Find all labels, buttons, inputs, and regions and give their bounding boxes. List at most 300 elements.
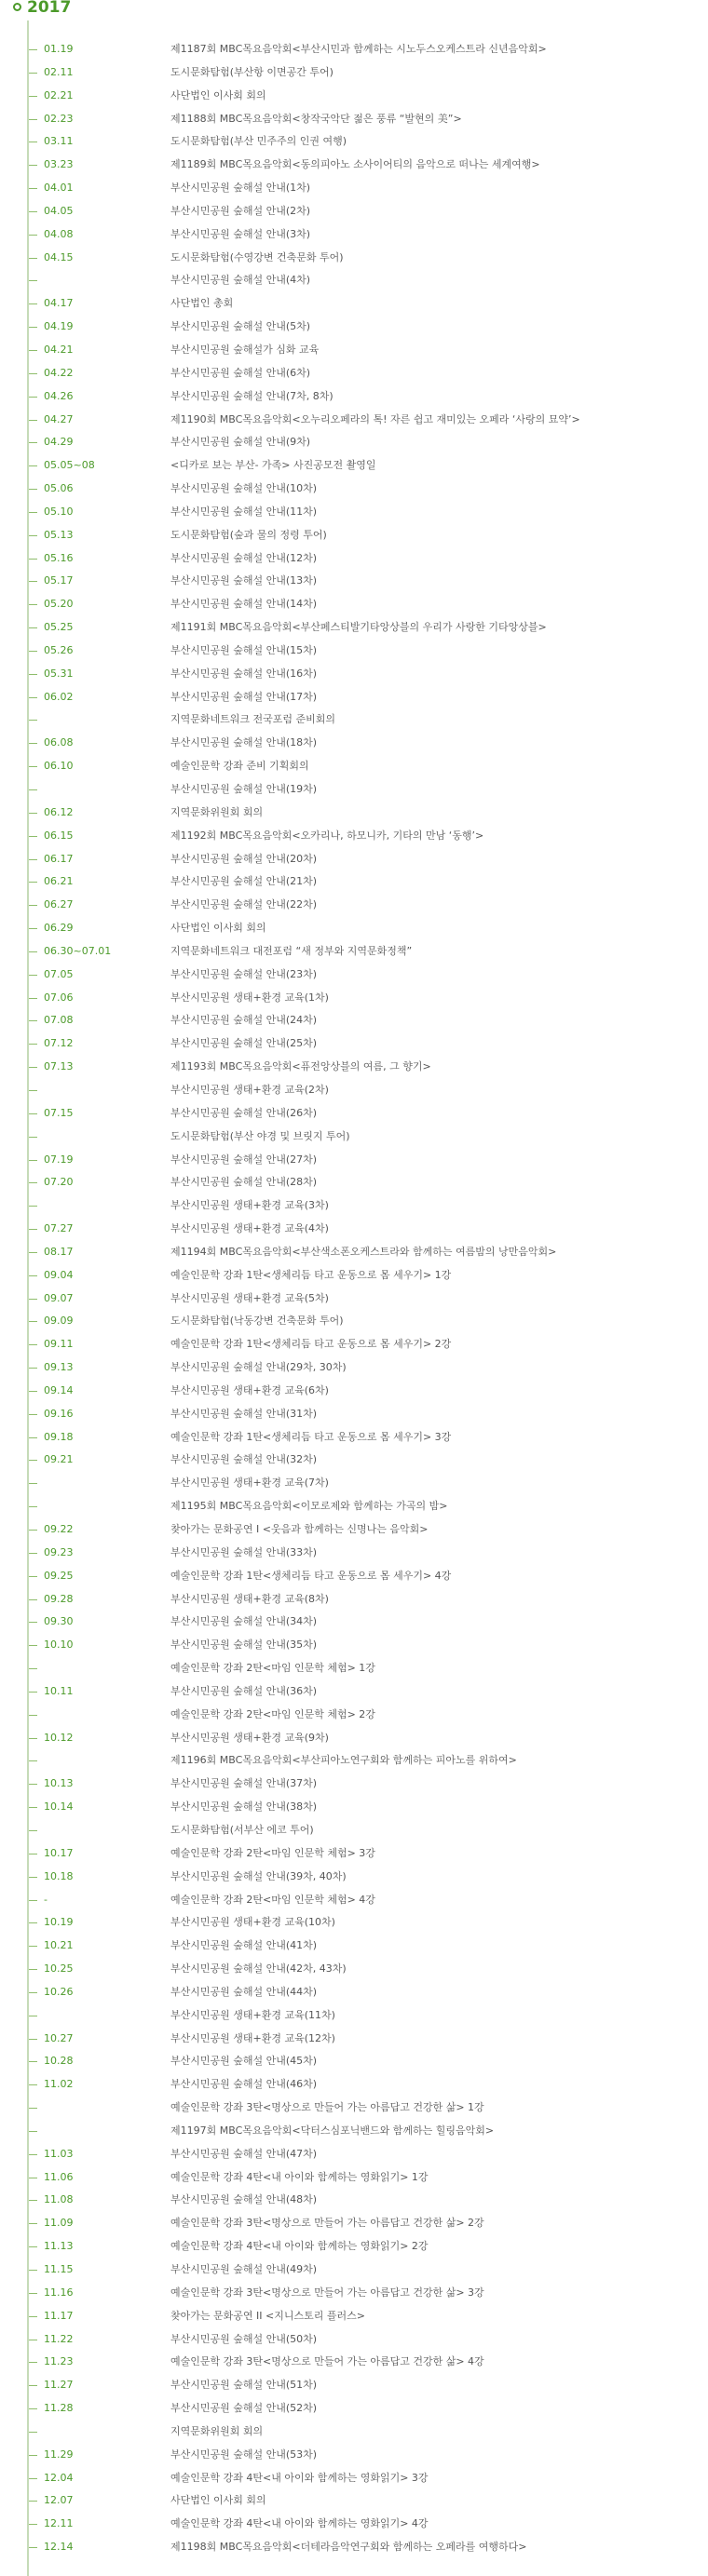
- event-description: 지역문화위원회 회의: [170, 2424, 264, 2437]
- event-description: 부산시민공원 숲해설 안내(5차): [170, 320, 311, 333]
- event-description: 부산시민공원 숲해설 안내(14차): [170, 598, 318, 611]
- timeline-tick: [29, 813, 37, 814]
- event-description: 도시문화탐험(서부산 에코 투어): [170, 1823, 314, 1836]
- event-description: 도시문화탐험(수영강변 건축문화 투어): [170, 250, 344, 263]
- list-item: [0, 917, 708, 940]
- list-item: [0, 339, 708, 362]
- timeline-tick: [29, 1900, 37, 1901]
- timeline-tick: [29, 442, 37, 443]
- list-item: [0, 1264, 708, 1288]
- event-description: 예술인문학 강좌 2탄<마임 인문학 체험> 1강: [170, 1662, 375, 1675]
- event-date: 07.20: [44, 1176, 74, 1189]
- list-item: [0, 708, 708, 732]
- event-description: 부산시민공원 숲해설 안내(34차): [170, 1615, 318, 1628]
- timeline-tick: [29, 2547, 37, 2548]
- list-item: [0, 1842, 708, 1866]
- list-item: [0, 1796, 708, 1819]
- event-date: 06.10: [44, 760, 74, 773]
- event-description: 부산시민공원 숲해설 안내(23차): [170, 967, 318, 980]
- event-description: 부산시민공원 생태+환경 교육(5차): [170, 1291, 329, 1304]
- event-description: 부산시민공원 숲해설 안내(38차): [170, 1801, 318, 1814]
- timeline-tick: [29, 998, 37, 999]
- timeline-tick: [29, 2501, 37, 2502]
- event-date: 11.22: [44, 2332, 74, 2345]
- timeline-tick: [29, 1229, 37, 1230]
- timeline-tick: [29, 1576, 37, 1577]
- timeline-tick: [29, 165, 37, 166]
- event-date: 11.13: [44, 2240, 74, 2253]
- event-description: 부산시민공원 숲해설 안내(9차): [170, 436, 311, 449]
- event-date: 09.21: [44, 1453, 74, 1466]
- list-item: [0, 1472, 708, 1495]
- list-item: [0, 1911, 708, 1935]
- list-item: [0, 2351, 708, 2374]
- timeline-tick: [29, 2293, 37, 2294]
- event-date: 10.26: [44, 1985, 74, 1998]
- event-description: 부산시민공원 생태+환경 교육(2차): [170, 1083, 329, 1096]
- event-date: 03.11: [44, 135, 74, 148]
- event-date: 07.06: [44, 991, 74, 1004]
- event-description: 찾아가는 문화공연 I <웃음과 함께하는 신명나는 음악회>: [170, 1523, 429, 1535]
- event-description: 부산시민공원 숲해설 안내(25차): [170, 1037, 318, 1050]
- list-item: [0, 848, 708, 871]
- event-description: 예술인문학 강좌 4탄<내 아이와 함께하는 영화읽기> 3강: [170, 2471, 429, 2484]
- event-date: 09.25: [44, 1569, 74, 1582]
- timeline-tick: [29, 2108, 37, 2109]
- list-item: [0, 1680, 708, 1704]
- list-item: [0, 1749, 708, 1773]
- event-description: 부산시민공원 숲해설 안내(1차): [170, 182, 311, 195]
- timeline-tick: [29, 1344, 37, 1345]
- timeline-tick: [29, 280, 37, 281]
- event-description: 지역문화네트워크 전국포럼 준비회의: [170, 713, 336, 726]
- event-date: 12.14: [44, 2541, 74, 2554]
- event-date: 04.08: [44, 227, 74, 240]
- list-item: [0, 1935, 708, 1958]
- event-date: 04.26: [44, 389, 74, 402]
- timeline-tick: [29, 951, 37, 952]
- event-date: 09.28: [44, 1592, 74, 1605]
- timeline-tick: [29, 119, 37, 120]
- event-description: 제1195회 MBC목요음악회<이모로제와 함께하는 가곡의 밤>: [170, 1500, 448, 1513]
- timeline-tick: [29, 2039, 37, 2040]
- list-item: [0, 200, 708, 223]
- event-date: 04.29: [44, 436, 74, 449]
- list-item: [0, 1634, 708, 1657]
- event-description: <디카로 보는 부산- 가족> 사진공모전 촬영일: [170, 459, 376, 472]
- list-item: [0, 2489, 708, 2513]
- event-date: 12.04: [44, 2471, 74, 2484]
- event-date: 05.16: [44, 551, 74, 564]
- event-date: 06.02: [44, 690, 74, 703]
- year-title: 2017: [27, 0, 72, 17]
- event-date: 09.18: [44, 1430, 74, 1443]
- event-description: 부산시민공원 숲해설 안내(24차): [170, 1014, 318, 1027]
- event-date: 11.06: [44, 2170, 74, 2183]
- timeline-tick: [29, 49, 37, 50]
- event-description: 부산시민공원 숲해설 안내(52차): [170, 2402, 318, 2415]
- list-item: [0, 2444, 708, 2467]
- event-description: 지역문화위원회 회의: [170, 805, 264, 818]
- event-date: 07.05: [44, 967, 74, 980]
- timeline-tick: [29, 2131, 37, 2132]
- list-item: [0, 570, 708, 593]
- event-description: 예술인문학 강좌 1탄<생체리듬 타고 운동으로 몸 세우기> 1강: [170, 1268, 452, 1281]
- event-description: 부산시민공원 숲해설 안내(31차): [170, 1407, 318, 1420]
- event-description: 부산시민공원 숲해설 안내(33차): [170, 1545, 318, 1558]
- event-date: 10.28: [44, 2055, 74, 2068]
- timeline-tick: [29, 928, 37, 929]
- list-item: [0, 2028, 708, 2051]
- event-date: 09.30: [44, 1615, 74, 1628]
- list-item: [0, 1449, 708, 1472]
- event-description: 도시문화탐험(숲과 물의 정령 투어): [170, 528, 327, 541]
- timeline-tick: [29, 651, 37, 652]
- list-item: [0, 362, 708, 385]
- event-date: 10.27: [44, 2031, 74, 2044]
- event-date: 07.19: [44, 1153, 74, 1166]
- event-description: 사단법인 이사회 회의: [170, 2494, 266, 2507]
- event-date: 10.14: [44, 1801, 74, 1814]
- event-description: 도시문화탐험(낙동강변 건축문화 투어): [170, 1315, 344, 1328]
- event-description: 부산시민공원 숲해설 안내(17차): [170, 690, 318, 703]
- list-item: [0, 1495, 708, 1518]
- event-description: 부산시민공원 숲해설 안내(3차): [170, 227, 311, 240]
- event-description: 예술인문학 강좌 2탄<마임 인문학 체험> 3강: [170, 1846, 375, 1859]
- event-description: 부산시민공원 숲해설 안내(13차): [170, 574, 318, 587]
- event-description: 부산시민공원 숲해설 안내(42차, 43차): [170, 1962, 347, 1976]
- list-item: [0, 778, 708, 802]
- list-item: [0, 547, 708, 571]
- timeline-tick: [29, 2478, 37, 2479]
- list-item: [0, 524, 708, 547]
- timeline-tick: [29, 905, 37, 906]
- list-item: [0, 2374, 708, 2397]
- event-description: 부산시민공원 숲해설 안내(15차): [170, 643, 318, 656]
- list-item: [0, 85, 708, 108]
- event-date: 09.07: [44, 1291, 74, 1304]
- timeline-tick: [29, 2200, 37, 2201]
- event-description: 예술인문학 강좌 3탄<명상으로 만들어 가는 아름답고 건강한 삶> 3강: [170, 2286, 484, 2299]
- event-date: 11.23: [44, 2355, 74, 2368]
- timeline-tick: [29, 2246, 37, 2247]
- timeline-tick: [29, 1506, 37, 1507]
- list-item: [0, 1889, 708, 1912]
- timeline-tick: [29, 303, 37, 304]
- timeline-tick: [29, 1807, 37, 1808]
- event-date: 06.17: [44, 852, 74, 865]
- timeline-tick: [29, 235, 37, 236]
- timeline-tick: [29, 211, 37, 212]
- event-list: [0, 38, 708, 2559]
- event-date: 05.17: [44, 574, 74, 587]
- list-item: [0, 2259, 708, 2282]
- timeline-tick: [29, 1830, 37, 1831]
- event-description: 부산시민공원 숲해설 안내(4차): [170, 274, 311, 287]
- event-description: 부산시민공원 생태+환경 교육(10차): [170, 1916, 335, 1929]
- event-date: 12.11: [44, 2517, 74, 2530]
- event-description: 부산시민공원 숲해설 안내(48차): [170, 2193, 318, 2206]
- event-description: 사단법인 이사회 회의: [170, 88, 266, 101]
- event-description: 부산시민공원 숲해설 안내(35차): [170, 1639, 318, 1652]
- list-item: [0, 2421, 708, 2444]
- timeline-tick: [29, 1067, 37, 1068]
- list-item: [0, 894, 708, 917]
- timeline-tick: [29, 1760, 37, 1761]
- event-description: 부산시민공원 생태+환경 교육(9차): [170, 1731, 329, 1744]
- event-date: 07.12: [44, 1037, 74, 1050]
- event-description: 제1189회 MBC목요음악회<동의피아노 소사이어티의 음악으로 떠나는 세계여행>: [170, 158, 540, 171]
- timeline-tick: [29, 1784, 37, 1785]
- list-item: [0, 38, 708, 61]
- timeline-tick: [29, 743, 37, 744]
- event-description: 부산시민공원 숲해설 안내(7차, 8차): [170, 389, 334, 402]
- timeline-tick: [29, 1391, 37, 1392]
- event-date: 06.21: [44, 875, 74, 888]
- timeline-tick: [29, 397, 37, 398]
- timeline-tick: [29, 1321, 37, 1322]
- timeline-tick: [29, 535, 37, 536]
- event-date: 10.21: [44, 1939, 74, 1952]
- event-date: 07.27: [44, 1222, 74, 1235]
- event-date: 10.10: [44, 1639, 74, 1652]
- list-item: [0, 2282, 708, 2305]
- event-description: 예술인문학 강좌 준비 기획회의: [170, 760, 309, 773]
- event-date: 10.13: [44, 1777, 74, 1790]
- timeline-tick: [29, 1992, 37, 1993]
- list-item: [0, 2189, 708, 2212]
- event-date: 11.28: [44, 2402, 74, 2415]
- list-item: [0, 1218, 708, 1241]
- event-date: 10.19: [44, 1916, 74, 1929]
- event-description: 제1193회 MBC목요음악회<퓨전앙상블의 여름, 그 향기>: [170, 1060, 431, 1073]
- timeline-tick: [29, 2408, 37, 2409]
- event-date: 11.09: [44, 2217, 74, 2230]
- event-date: 09.09: [44, 1315, 74, 1328]
- event-description: 제1190회 MBC목요음악회<오누리오페라의 톡! 자른 쉽고 재미있는 오페라 ‘사랑의 묘약’>: [170, 412, 580, 425]
- event-description: 부산시민공원 숲해설 안내(36차): [170, 1684, 318, 1697]
- timeline-tick: [29, 1946, 37, 1947]
- event-date: 11.17: [44, 2309, 74, 2322]
- list-item: [0, 1171, 708, 1194]
- timeline-tick: [29, 1182, 37, 1183]
- timeline-tick: [29, 373, 37, 374]
- timeline-tick: [29, 1599, 37, 1600]
- event-date: 09.13: [44, 1361, 74, 1374]
- timeline-tick: [29, 489, 37, 490]
- event-date: 09.23: [44, 1545, 74, 1558]
- event-description: 부산시민공원 생태+환경 교육(7차): [170, 1477, 329, 1490]
- event-date: 04.21: [44, 343, 74, 356]
- event-date: 05.26: [44, 643, 74, 656]
- list-item: [0, 1102, 708, 1126]
- event-date: 04.27: [44, 412, 74, 425]
- event-description: 찾아가는 문화공연 II <지니스토리 플러스>: [170, 2309, 365, 2322]
- event-date: 10.11: [44, 1684, 74, 1697]
- event-date: 11.29: [44, 2448, 74, 2461]
- list-item: [0, 1288, 708, 1311]
- event-date: 05.13: [44, 528, 74, 541]
- timeline-tick: [29, 2432, 37, 2433]
- list-item: [0, 686, 708, 709]
- timeline-tick: [29, 627, 37, 628]
- event-description: 부산시민공원 숲해설 안내(16차): [170, 667, 318, 680]
- list-item: [0, 1194, 708, 1218]
- event-date: 02.23: [44, 112, 74, 125]
- event-description: 도시문화탐험(부산 야경 및 브릿지 투어): [170, 1129, 350, 1142]
- list-item: [0, 755, 708, 778]
- event-description: 부산시민공원 숲해설 안내(2차): [170, 204, 311, 217]
- event-date: 04.22: [44, 366, 74, 379]
- timeline-tick: [29, 2316, 37, 2317]
- event-description: 제1197회 MBC목요음악회<닥터스심포닉밴드와 함께하는 힐링음악회>: [170, 2124, 495, 2137]
- event-description: 부산시민공원 숲해설 안내(11차): [170, 505, 318, 518]
- event-date: 04.05: [44, 204, 74, 217]
- timeline-tick: [29, 2223, 37, 2224]
- timeline-tick: [29, 1692, 37, 1693]
- timeline-tick: [29, 1252, 37, 1253]
- event-description: 도시문화탐험(부산 민주주의 인권 여행): [170, 135, 347, 148]
- list-item: [0, 1819, 708, 1842]
- list-item: [0, 940, 708, 964]
- timeline-tick: [29, 420, 37, 421]
- event-description: 예술인문학 강좌 4탄<내 아이와 함께하는 영화읽기> 4강: [170, 2517, 429, 2530]
- event-description: 부산시민공원 숲해설 안내(44차): [170, 1985, 318, 1998]
- timeline-tick: [29, 1137, 37, 1138]
- event-description: 부산시민공원 생태+환경 교육(3차): [170, 1199, 329, 1212]
- event-description: 예술인문학 강좌 2탄<마임 인문학 체험> 4강: [170, 1893, 375, 1906]
- timeline-tick: [29, 1715, 37, 1716]
- event-description: 제1194회 MBC목요음악회<부산색소폰오케스트라와 함께하는 여름밤의 낭만음악회>: [170, 1245, 557, 1258]
- timeline-tick: [29, 73, 37, 74]
- list-item: [0, 108, 708, 131]
- event-date: 05.06: [44, 482, 74, 495]
- list-item: [0, 1588, 708, 1612]
- list-item: [0, 802, 708, 825]
- timeline-tick: [29, 1020, 37, 1021]
- timeline-tick: [29, 1622, 37, 1623]
- timeline-tick: [29, 2061, 37, 2062]
- event-date: 12.07: [44, 2494, 74, 2507]
- event-description: 부산시민공원 숲해설 안내(47차): [170, 2147, 318, 2160]
- timeline-tick: [29, 2524, 37, 2525]
- event-date: 11.08: [44, 2193, 74, 2206]
- list-item: [0, 2513, 708, 2536]
- event-date: 05.05~08: [44, 459, 95, 472]
- timeline-tick: [29, 1530, 37, 1531]
- event-description: 부산시민공원 생태+환경 교육(11차): [170, 2008, 335, 2021]
- event-description: 부산시민공원 숲해설 안내(28차): [170, 1176, 318, 1189]
- event-description: 부산시민공원 숲해설가 심화 교육: [170, 343, 320, 356]
- event-description: 부산시민공원 생태+환경 교육(6차): [170, 1383, 329, 1396]
- list-item: [0, 2004, 708, 2028]
- event-description: 부산시민공원 숲해설 안내(45차): [170, 2055, 318, 2068]
- list-item: [0, 663, 708, 686]
- list-item: [0, 1542, 708, 1565]
- timeline-tick: [29, 604, 37, 605]
- event-description: 예술인문학 강좌 1탄<생체리듬 타고 운동으로 몸 세우기> 2강: [170, 1338, 452, 1351]
- timeline-tick: [29, 674, 37, 675]
- list-item: [0, 1773, 708, 1796]
- event-date: 08.17: [44, 1245, 74, 1258]
- list-item: [0, 2050, 708, 2073]
- list-item: [0, 825, 708, 848]
- list-item: [0, 61, 708, 85]
- list-item: [0, 1126, 708, 1149]
- list-item: [0, 292, 708, 316]
- event-description: 부산시민공원 숲해설 안내(39차, 40차): [170, 1869, 347, 1882]
- timeline-tick: [29, 2455, 37, 2456]
- timeline-tick: [29, 2362, 37, 2363]
- list-item: [0, 1032, 708, 1056]
- list-item: [0, 2212, 708, 2235]
- event-date: 10.17: [44, 1846, 74, 1859]
- event-description: 부산시민공원 숲해설 안내(22차): [170, 898, 318, 911]
- list-item: [0, 247, 708, 270]
- event-date: 11.03: [44, 2147, 74, 2160]
- timeline-tick: [29, 1299, 37, 1300]
- timeline-tick: [29, 1160, 37, 1161]
- list-item: [0, 1657, 708, 1680]
- timeline-tick: [29, 2385, 37, 2386]
- list-item: [0, 640, 708, 663]
- timeline-tick: [29, 697, 37, 698]
- event-description: 부산시민공원 숲해설 안내(21차): [170, 875, 318, 888]
- list-item: [0, 1079, 708, 1102]
- timeline-tick: [29, 1460, 37, 1461]
- event-date: 06.29: [44, 922, 74, 935]
- list-item: [0, 1426, 708, 1450]
- list-item: [0, 2073, 708, 2097]
- event-description: 제1196회 MBC목요음악회<부산피아노연구회와 함께하는 피아노를 위하여>: [170, 1754, 517, 1767]
- event-date: 11.27: [44, 2379, 74, 2392]
- event-description: 부산시민공원 숲해설 안내(53차): [170, 2448, 318, 2461]
- timeline-tick: [29, 1738, 37, 1739]
- list-item: [0, 130, 708, 154]
- list-item: [0, 385, 708, 409]
- event-date: -: [44, 1893, 48, 1906]
- list-item: [0, 2097, 708, 2120]
- timeline-tick: [29, 258, 37, 259]
- event-date: 11.02: [44, 2078, 74, 2091]
- list-item: [0, 1518, 708, 1542]
- event-date: 04.01: [44, 182, 74, 195]
- event-description: 부산시민공원 숲해설 안내(46차): [170, 2078, 318, 2091]
- event-description: 부산시민공원 숲해설 안내(41차): [170, 1939, 318, 1952]
- list-item: [0, 1333, 708, 1356]
- event-date: 07.15: [44, 1106, 74, 1119]
- event-description: 제1198회 MBC목요음악회<더테라음악연구회와 함께하는 오페라를 여행하다>: [170, 2541, 527, 2554]
- event-date: 09.22: [44, 1523, 74, 1535]
- event-description: 예술인문학 강좌 4탄<내 아이와 함께하는 영화읽기> 1강: [170, 2170, 429, 2183]
- list-item: [0, 987, 708, 1010]
- event-description: 제1192회 MBC목요음악회<오카리나, 하모니카, 기타의 만남 ‘동행’>: [170, 829, 484, 842]
- event-description: 예술인문학 강좌 3탄<명상으로 만들어 가는 아름답고 건강한 삶> 4강: [170, 2355, 484, 2368]
- event-date: 01.19: [44, 43, 74, 55]
- list-item: [0, 1981, 708, 2004]
- event-description: 사단법인 이사회 회의: [170, 922, 266, 935]
- timeline-tick: [29, 720, 37, 721]
- event-description: 도시문화탐험(부산항 이면공간 투어): [170, 65, 334, 78]
- timeline-tick: [29, 859, 37, 860]
- timeline-tick: [29, 1275, 37, 1276]
- list-item: [0, 223, 708, 247]
- list-item: [0, 1310, 708, 1333]
- event-date: 10.12: [44, 1731, 74, 1744]
- event-date: 09.14: [44, 1383, 74, 1396]
- list-item: [0, 1866, 708, 1889]
- list-item: [0, 478, 708, 501]
